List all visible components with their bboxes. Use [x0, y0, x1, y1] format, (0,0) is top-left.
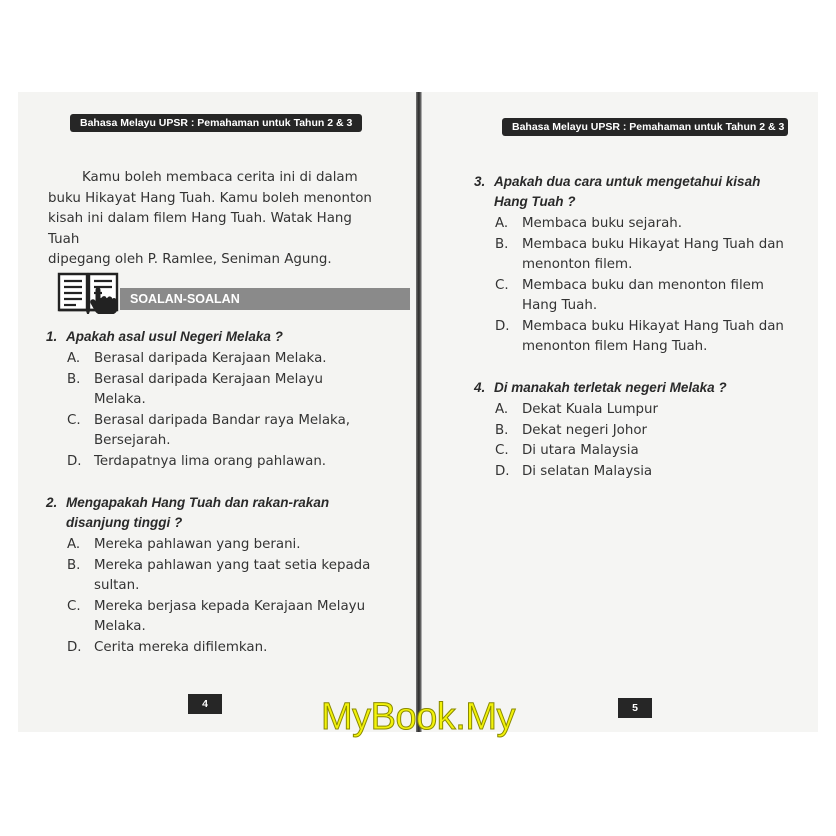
option-text: Di utara Malaysia	[522, 443, 639, 458]
answer-option-a	[46, 535, 386, 556]
option-text: Mereka pahlawan yang taat setia kepada	[94, 557, 371, 573]
option-text: Mereka berjasa kepada Kerajaan Melayu	[94, 598, 366, 614]
intro-line: kisah ini dalam filem Hang Tuah. Watak Hang Tuah	[48, 211, 352, 247]
answer-option-c	[474, 441, 814, 462]
running-header: Bahasa Melayu UPSR : Pemahaman untuk Tahun 2 & 3	[70, 114, 362, 132]
section-title: SOALAN-SOALAN	[120, 288, 410, 310]
option-letter: B.	[495, 422, 509, 438]
answer-option-b	[46, 370, 386, 411]
option-letter: A.	[495, 216, 509, 231]
book-reading-hand-icon	[56, 268, 122, 314]
intro-line: buku Hikayat Hang Tuah. Kamu boleh menonton	[48, 190, 372, 206]
question-text: Apakah dua cara untuk mengetahui kisah	[494, 174, 761, 189]
option-letter: B.	[495, 236, 509, 252]
answer-options	[474, 214, 814, 358]
option-text: Berasal daripada Bandar raya Melaka,	[94, 412, 351, 428]
answer-option-b	[46, 556, 386, 597]
answer-option-d	[474, 462, 814, 483]
answer-options	[46, 349, 386, 472]
option-letter: A.	[67, 351, 81, 366]
option-letter: B.	[67, 557, 81, 573]
question-4	[474, 378, 814, 482]
answer-option-d	[474, 317, 814, 358]
option-text: Terdapatnya lima orang pahlawan.	[94, 453, 327, 469]
option-text: menonton filem.	[522, 257, 633, 272]
question-text: disanjung tinggi ?	[66, 515, 183, 530]
answer-option-b	[474, 235, 814, 276]
option-text: Di selatan Malaysia	[522, 463, 653, 479]
watermark-text: MyBook.My	[321, 696, 515, 738]
option-letter: C.	[495, 277, 509, 293]
answer-options	[474, 400, 814, 482]
option-text: Cerita mereka difilemkan.	[94, 639, 268, 655]
option-text: Berasal daripada Kerajaan Melayu	[94, 371, 323, 387]
option-text: Melaka.	[94, 392, 146, 407]
option-text: Mereka pahlawan yang berani.	[94, 537, 301, 552]
question-number: 3.	[474, 174, 486, 189]
intro-paragraph	[48, 168, 378, 271]
option-letter: B.	[67, 371, 81, 387]
option-text: Berasal daripada Kerajaan Melaka.	[94, 351, 327, 366]
answer-option-a	[474, 400, 814, 421]
option-letter: D.	[495, 318, 510, 334]
page-left	[18, 92, 416, 732]
intro-line: Kamu boleh membaca cerita ini di dalam	[82, 170, 358, 185]
question-title	[474, 378, 814, 398]
section-banner	[56, 268, 374, 314]
question-number: 2.	[46, 495, 58, 510]
question-number: 1.	[46, 329, 58, 344]
option-text: Membaca buku Hikayat Hang Tuah dan	[522, 236, 784, 252]
option-letter: D.	[67, 453, 82, 469]
question-1	[46, 327, 386, 472]
question-text: Di manakah terletak negeri Melaka ?	[494, 380, 727, 395]
intro-line: dipegang oleh P. Ramlee, Seniman Agung.	[48, 252, 332, 267]
page-number: 4	[188, 694, 222, 714]
question-3	[474, 172, 814, 358]
option-letter: A.	[495, 402, 509, 417]
option-text: Membaca buku dan menonton filem	[522, 277, 764, 293]
option-text: Membaca buku sejarah.	[522, 216, 683, 231]
answer-option-a	[46, 349, 386, 370]
answer-option-c	[46, 411, 386, 452]
page-number: 5	[618, 698, 652, 718]
option-letter: C.	[67, 412, 81, 428]
option-text: Bersejarah.	[94, 433, 171, 448]
question-2	[46, 493, 386, 658]
answer-option-c	[46, 597, 386, 638]
option-text: Hang Tuah.	[522, 298, 598, 313]
question-text: Hang Tuah ?	[494, 194, 576, 209]
option-letter: C.	[495, 443, 509, 458]
option-letter: D.	[67, 639, 82, 655]
answer-option-d	[46, 638, 386, 659]
question-title	[474, 172, 814, 212]
answer-option-d	[46, 452, 386, 473]
book-spread	[18, 92, 818, 732]
answer-option-a	[474, 214, 814, 235]
option-letter: A.	[67, 537, 81, 552]
option-text: Dekat Kuala Lumpur	[522, 402, 659, 417]
answer-options	[46, 535, 386, 658]
question-number: 4.	[474, 380, 486, 395]
answer-option-c	[474, 276, 814, 317]
option-letter: C.	[67, 598, 81, 614]
option-text: menonton filem Hang Tuah.	[522, 339, 708, 354]
option-text: Membaca buku Hikayat Hang Tuah dan	[522, 318, 784, 334]
question-text: Apakah asal usul Negeri Melaka ?	[66, 329, 283, 344]
option-letter: D.	[495, 463, 510, 479]
question-title	[46, 327, 386, 347]
page-right	[422, 92, 818, 732]
option-text: Dekat negeri Johor	[522, 422, 648, 438]
question-text: Mengapakah Hang Tuah dan rakan-rakan	[66, 495, 330, 510]
question-title	[46, 493, 386, 533]
option-text: sultan.	[94, 578, 140, 593]
answer-option-b	[474, 421, 814, 442]
running-header: Bahasa Melayu UPSR : Pemahaman untuk Tahun 2 & 3	[502, 118, 788, 136]
option-text: Melaka.	[94, 619, 146, 634]
